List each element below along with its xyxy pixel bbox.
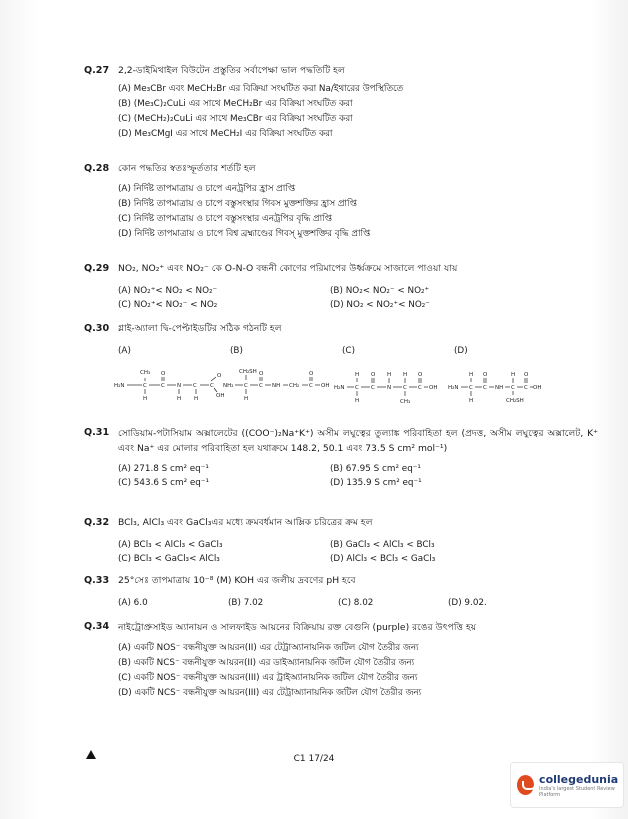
- svg-text:O: O: [483, 372, 488, 378]
- option-b[interactable]: (B) একটি NCS⁻ বন্ধনীযুক্ত আয়রন(II) এর ডাইঅ্যানায়নিক জটিল যৌগ তৈরীর জন্য: [118, 658, 415, 668]
- question-text: NO₂, NO₂⁺ এবং NO₂⁻ কে O-N-O বন্ধনী কোণের পরিমাপের উর্ধ্বক্রমে সাজালে পাওয়া যায়: [118, 263, 458, 274]
- ch3-label: CH₃: [140, 370, 151, 376]
- option-b[interactable]: (B) নির্দিষ্ট তাপমাত্রায় ও চাপে বস্তুসংস্থার গিবস মুক্তশক্তির হ্রাস প্রাপ্তি: [118, 199, 357, 209]
- question-32: [84, 516, 598, 566]
- question-text: 25°সেঃ তাপমাত্রায় 10⁻⁸ (M) KOH এর জলীয় দ্রবণের pH হবে: [118, 575, 356, 586]
- option-d[interactable]: (D) Me₃CMgI এর সাথে MeCH₂I এর বিক্রিয়া সংঘটিত করা: [118, 129, 333, 139]
- svg-text:C: C: [161, 383, 165, 389]
- svg-text:C: C: [469, 385, 473, 391]
- h-label: H: [469, 398, 474, 404]
- option-a[interactable]: (A) একটি NOS⁻ বন্ধনীযুক্ত আয়রন(II) এর টেট্রাঅ্যানায়নিক জটিল যৌগ তৈরীর জন্য: [118, 643, 419, 653]
- structure-a[interactable]: [114, 370, 224, 402]
- logo-name: collegedunia: [539, 772, 619, 786]
- option-d[interactable]: (D): [454, 346, 468, 356]
- svg-text:C: C: [524, 385, 528, 391]
- option-c[interactable]: (C) BCl₃ < GaCl₃< AlCl₃: [118, 554, 220, 564]
- option-c[interactable]: (C) 543.6 S cm² eq⁻¹: [118, 478, 210, 488]
- ch2-label: CH₂: [289, 383, 300, 389]
- option-c[interactable]: (C) 8.02: [338, 598, 374, 608]
- svg-text:H: H: [387, 372, 392, 378]
- svg-text:C: C: [193, 383, 197, 389]
- question-text: BCl₃, AlCl₃ এবং GaCl₃এর মধ্যে ক্রমবর্ধমান আম্লিক চরিত্রের ক্রম হল: [118, 517, 373, 528]
- nh-label: NH: [272, 383, 281, 389]
- svg-text:O: O: [161, 371, 166, 377]
- svg-text:H: H: [177, 396, 182, 402]
- svg-text:H: H: [511, 372, 516, 378]
- svg-text:H: H: [244, 396, 249, 402]
- question-number: Q.33: [84, 575, 110, 586]
- question-number: Q.34: [84, 621, 110, 632]
- svg-text:H: H: [355, 372, 360, 378]
- svg-text:N: N: [387, 385, 392, 391]
- option-d[interactable]: (D) 135.9 S cm² eq⁻¹: [330, 478, 422, 488]
- ch2sh-label: CH₂SH: [239, 369, 257, 375]
- svg-text:O: O: [371, 372, 376, 378]
- svg-text:C: C: [371, 385, 375, 391]
- question-text: গ্লাই-অ্যালা দ্বি-পেপ্টাইডটির সঠিক গঠনটি হল: [118, 323, 282, 334]
- svg-text:N: N: [177, 383, 182, 389]
- svg-text:H: H: [403, 372, 408, 378]
- option-b[interactable]: (B): [230, 346, 243, 356]
- question-number: Q.27: [84, 65, 110, 76]
- page-number: C1 17/24: [293, 754, 335, 764]
- h-label: H: [143, 396, 148, 402]
- question-number: Q.31: [84, 427, 110, 438]
- option-c[interactable]: (C): [342, 346, 356, 356]
- structure-c[interactable]: [334, 372, 437, 405]
- svg-text:C: C: [259, 383, 263, 389]
- option-c[interactable]: (C) NO₂⁺< NO₂⁻ < NO₂: [118, 300, 218, 310]
- svg-text:O: O: [418, 372, 423, 378]
- question-34: [84, 620, 598, 701]
- option-d[interactable]: (D) নির্দিষ্ট তাপমাত্রায় ও চাপে বিশ্ব ব্রহ্মাণ্ডের গিবস্ মুক্তশক্তির বৃদ্ধি প্রাপ্তি: [118, 229, 371, 239]
- svg-text:C: C: [143, 383, 147, 389]
- svg-text:C: C: [483, 385, 487, 391]
- structure-d[interactable]: [448, 372, 541, 404]
- oh-label: OH: [533, 385, 542, 391]
- ch3-label: CH₃: [400, 399, 411, 405]
- h2n-label: H₂N: [334, 385, 345, 391]
- oh-label: OH: [321, 383, 330, 389]
- option-a[interactable]: (A) Me₃CBr এবং MeCH₂Br এর বিক্রিয়া সংঘটিত করা Na/ইথারের উপস্থিতিতে: [118, 84, 404, 94]
- option-d[interactable]: (D) 9.02.: [448, 598, 487, 608]
- svg-text:O: O: [217, 373, 222, 379]
- option-b[interactable]: (B) 67.95 S cm² eq⁻¹: [330, 464, 421, 474]
- option-d[interactable]: (D) AlCl₃ < BCl₃ < GaCl₃: [330, 554, 436, 564]
- svg-text:C: C: [244, 383, 248, 389]
- option-a[interactable]: (A) নির্দিষ্ট তাপমাত্রায় ও চাপে এনট্রপির হ্রাস প্রাপ্তি: [118, 184, 296, 194]
- option-c[interactable]: (C) একটি NOS⁻ বন্ধনীযুক্ত আয়রন(III) এর ট্রাইঅ্যানায়নিক জটিল যৌগ তৈরীর জন্য: [118, 673, 418, 683]
- ch2sh-label: CH₂SH: [506, 398, 524, 404]
- question-28: [84, 162, 598, 242]
- svg-text:C: C: [309, 383, 313, 389]
- option-b[interactable]: (B) GaCl₃ < AlCl₃ < BCl₃: [330, 540, 435, 550]
- oh-label: OH: [429, 385, 438, 391]
- collegedunia-logo[interactable]: [510, 762, 624, 808]
- question-number: Q.28: [84, 163, 110, 174]
- option-a[interactable]: (A) 271.8 S cm² eq⁻¹: [118, 464, 209, 474]
- option-b[interactable]: (B) NO₂< NO₂⁻ < NO₂⁺: [330, 286, 430, 296]
- option-b[interactable]: (B) 7.02: [228, 598, 264, 608]
- svg-text:C: C: [418, 385, 422, 391]
- svg-text:O: O: [524, 372, 529, 378]
- graduation-cap-icon: [517, 775, 534, 795]
- question-text: 2,2-ডাইমিথাইল বিউটেন প্রস্তুতির সর্বাপেক্ষা ভাল পদ্ধতিটি হল: [118, 65, 345, 76]
- question-31: [84, 426, 598, 490]
- h2n-label: H₂N: [448, 385, 459, 391]
- question-29: [84, 262, 598, 312]
- question-number: Q.32: [84, 517, 110, 528]
- svg-text:H: H: [194, 396, 199, 402]
- question-number: Q.29: [84, 263, 110, 274]
- svg-text:O: O: [309, 371, 314, 377]
- option-a[interactable]: (A): [118, 346, 131, 356]
- oh-label: OH: [216, 393, 225, 399]
- svg-text:H: H: [469, 372, 474, 378]
- question-33: [84, 574, 598, 610]
- question-text: সোডিয়াম-পটাসিয়াম অক্সালেটের ((COO⁻)₂Na⁺K⁺) অসীম লঘুত্বের তুল্যাঙ্ক পরিবাহিতা হল (প্রদত্ত, অসীম লঘুত্বের অক্সালেট, K⁺ এবং Na⁺ এর মোলার পরিবাহিতা হল যথাক্রমে 148.2, 50.1 এবং 73.5 S cm² mol⁻¹): [118, 428, 598, 454]
- option-b[interactable]: (B) (Me₃C)₂CuLi এর সাথে MeCH₂Br এর বিক্রিয়া সংঘটিত করা: [118, 99, 353, 109]
- svg-text:C: C: [355, 385, 359, 391]
- logo-tagline: India's largest Student Review Platform: [539, 785, 615, 798]
- svg-text:C: C: [403, 385, 407, 391]
- h-label: H: [355, 398, 360, 404]
- nh-label: NH: [495, 385, 504, 391]
- option-d[interactable]: (D) একটি NCS⁻ বন্ধনীযুক্ত আয়রন(III) এর টেট্রাঅ্যানায়নিক জটিল যৌগ তৈরীর জন্য: [118, 688, 422, 698]
- question-number: Q.30: [84, 323, 110, 334]
- question-text: নাইট্রোপ্রুসাইড অ্যানায়ন ও সালফাইড আয়নের বিক্রিয়ায় রক্ত বেগুনি (purple) রঙের উৎপত্তি হয়: [118, 622, 477, 633]
- svg-text:C: C: [210, 383, 214, 389]
- svg-text:C: C: [511, 385, 515, 391]
- option-c[interactable]: (C) (MeCH₂)₂CuLi এর সাথে Me₃CBr এর বিক্রিয়া সংঘটিত করা: [118, 114, 353, 124]
- svg-text:O: O: [259, 371, 264, 377]
- dipeptide-structures: [112, 362, 542, 414]
- option-a[interactable]: (A) 6.0: [118, 598, 148, 608]
- option-d[interactable]: (D) NO₂ < NO₂⁺< NO₂⁻: [330, 300, 430, 310]
- question-27: [84, 64, 598, 142]
- option-a[interactable]: (A) NO₂⁺< NO₂ < NO₂⁻: [118, 286, 218, 296]
- nh2-label: NH₂: [223, 383, 234, 389]
- question-text: কোন পদ্ধতির স্বতঃস্ফূর্ততার শর্তটি হল: [118, 163, 256, 174]
- option-c[interactable]: (C) নির্দিষ্ট তাপমাত্রায় ও চাপে বস্তুসংস্থার এনট্রপির বৃদ্ধি প্রাপ্তি: [118, 214, 332, 224]
- option-a[interactable]: (A) BCl₃ < AlCl₃ < GaCl₃: [118, 540, 223, 550]
- h2n-label: H₂N: [114, 383, 125, 389]
- structure-b[interactable]: [223, 369, 329, 402]
- question-30: [84, 322, 598, 358]
